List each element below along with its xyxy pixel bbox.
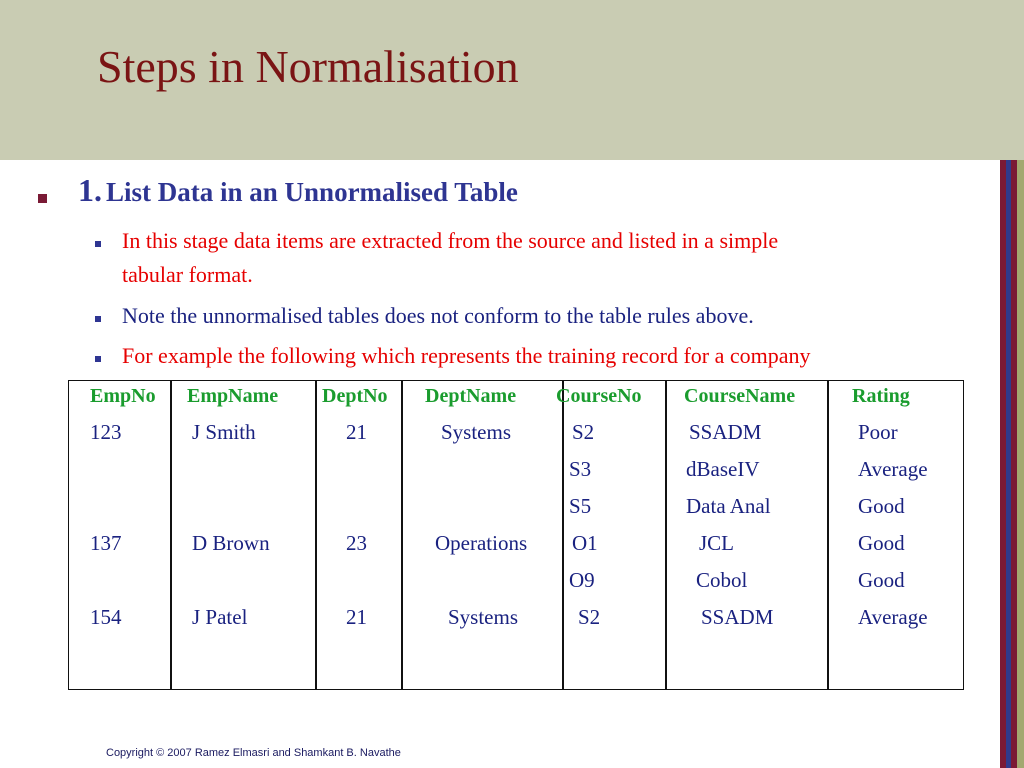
table-cell: O9 (569, 568, 595, 592)
decorative-side-stripes (1000, 160, 1024, 768)
column-divider (401, 381, 403, 689)
table-cell: Average (858, 457, 928, 481)
column-divider (665, 381, 667, 689)
section-heading (78, 174, 518, 206)
table-cell: Good (858, 568, 905, 592)
table-cell: 21 (346, 605, 367, 629)
table-cell: S5 (569, 494, 592, 518)
slide-header-band (0, 0, 1024, 160)
table-cell: Poor (858, 420, 898, 444)
table-cell: J Smith (192, 420, 256, 444)
column-header-deptno: DeptNo (322, 385, 388, 407)
slide-title: Steps in Normalisation (97, 41, 519, 92)
table-cell: Systems (448, 605, 519, 629)
table-cell: dBaseIV (686, 457, 760, 481)
column-header-courseno: CourseNo (556, 385, 642, 407)
column-divider (315, 381, 317, 689)
table-cell: 23 (346, 531, 367, 555)
heading-text: List Data in an Unnormalised Table (106, 177, 518, 207)
column-divider (562, 381, 564, 689)
heading-number: 1. (78, 172, 102, 208)
table-cell: JCL (699, 531, 735, 555)
table-cell: O1 (572, 531, 598, 555)
table-cell: S2 (578, 605, 601, 629)
table-cell: 21 (346, 420, 367, 444)
table-cell: SSADM (689, 420, 762, 444)
bullet-text-3: For example the following which represents the training record for a company (122, 343, 811, 368)
column-header-empno: EmpNo (90, 385, 156, 407)
table-cell: Good (858, 531, 905, 555)
table-cell: J Patel (192, 605, 248, 629)
table-cell: 123 (90, 420, 122, 444)
column-header-rating: Rating (852, 385, 910, 407)
table-cell: 137 (90, 531, 122, 555)
table-cell: Good (858, 494, 905, 518)
table-cell: S3 (569, 457, 592, 481)
table-cell: SSADM (701, 605, 774, 629)
table-cell: S2 (572, 420, 595, 444)
table-cell: D Brown (192, 531, 270, 555)
table-cell: Data Anal (686, 494, 771, 518)
sub-bullet-icon (95, 356, 101, 362)
bullet-text-2: Note the unnormalised tables does not conform to the table rules above. (122, 303, 754, 328)
table-cell: Cobol (696, 568, 748, 592)
bullet-text-1: In this stage data items are extracted from the source and listed in a simple (122, 228, 779, 253)
table-cell: Operations (435, 531, 528, 555)
column-divider (170, 381, 172, 689)
table-cell: Systems (441, 420, 512, 444)
sub-bullet-icon (95, 241, 101, 247)
main-bullet-icon (38, 194, 47, 203)
column-header-empname: EmpName (187, 385, 279, 407)
column-divider (827, 381, 829, 689)
sub-bullet-icon (95, 316, 101, 322)
table-cell: Average (858, 605, 928, 629)
bullet-text-1-continued: tabular format. (122, 262, 253, 287)
column-header-coursename: CourseName (684, 385, 796, 407)
column-header-deptname: DeptName (425, 385, 517, 407)
copyright-footer: Copyright © 2007 Ramez Elmasri and Shamkant B. Navathe (106, 747, 401, 759)
table-cell: 154 (90, 605, 122, 629)
